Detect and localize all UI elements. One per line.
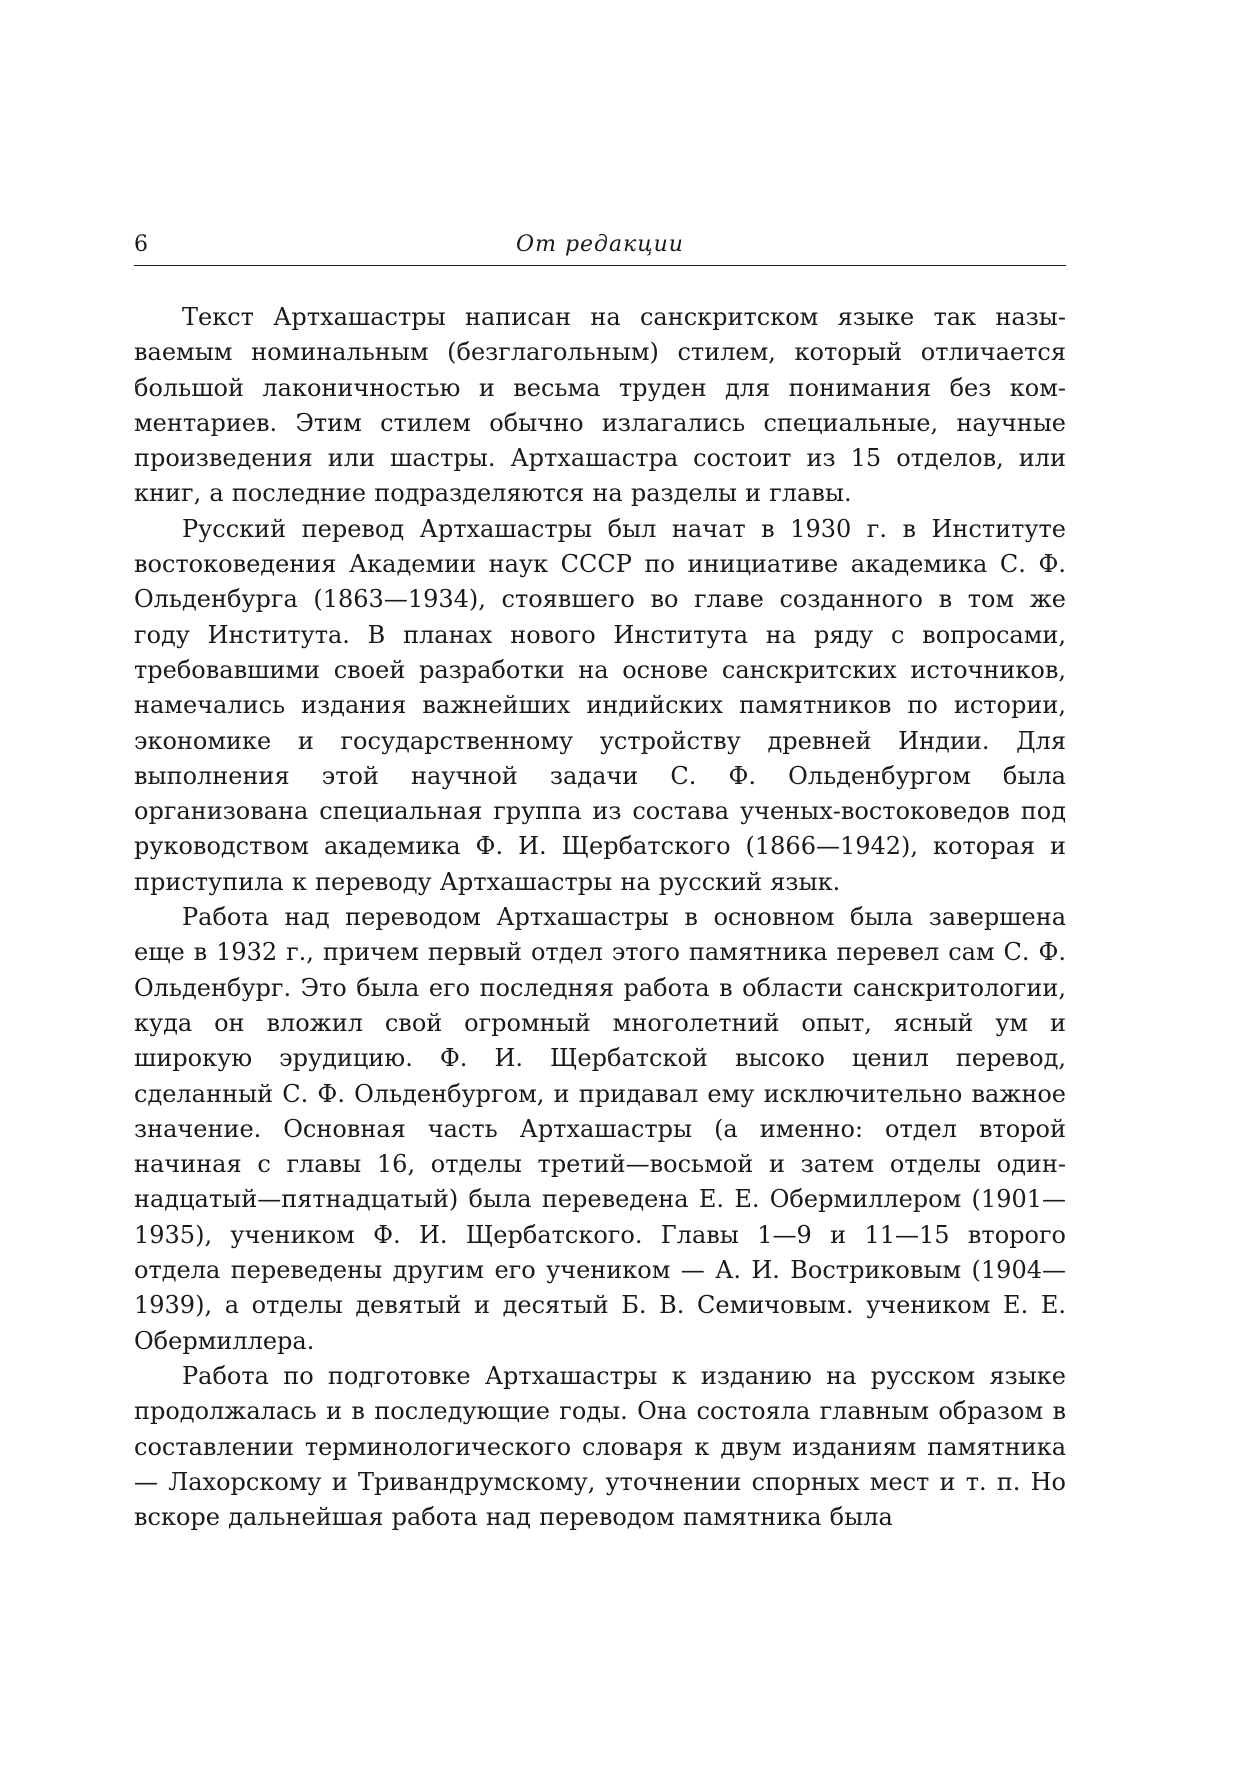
page-number: 6: [134, 232, 148, 257]
running-title: От редакции: [516, 232, 684, 257]
paragraph-3: Работа над переводом Артхашастры в основном была завершена еще в 1932 г., причем первый отдел этого памятника перевел сам С. Ф. Ольденбург. Это была его последняя работа в области санскритологии, куда он вложил свой огромный многолетний опыт, ясный ум и широкую эрудицию. Ф. И. Щербатской высоко ценил перевод, сделанный С. Ф. Ольденбургом, и придавал ему исключительно важное значение. Основная часть Артхашастры (а именно: отдел второй начиная с главы 16, отделы третий—восьмой и затем отделы одиннадцатый—пятнадцатый) была переведена Е. Е. Обермиллером (1901—1935), учеником Ф. И. Щербатского. Главы 1—9 и 11—15 второго отдела переведены другим его учеником — А. И. Востриковым (1904—1939), а отделы девятый и десятый Б. В. Семичовым. учеником Е. Е. Обермиллера.: [134, 903, 1066, 1355]
body-text: [134, 300, 1066, 1535]
paragraph-4: Работа по подготовке Артхашастры к изданию на русском языке продолжалась и в последующие годы. Она состояла главным образом в составлении терминологического словаря к двум изданиям памятника — Лахорскому и Тривандрумскому, уточнении спорных мест и т. п. Но вскоре дальнейшая работа над переводом памятника была: [134, 1361, 1066, 1532]
header-rule: [134, 265, 1066, 266]
running-head: [134, 224, 1066, 264]
paragraph-2: Русский перевод Артхашастры был начат в 1930 г. в Институте востоковедения Академии наук СССР по инициативе академика С. Ф. Ольденбурга (1863—1934), стоявшего во главе созданного в том же году Института. В планах нового Института на ряду с вопросами, требовавшими своей разработки на основе санскритских источников, намечались издания важнейших индийских памятников по истории, экономике и государственному устройству древней Индии. Для выполнения этой научной задачи С. Ф. Ольденбургом была организована специальная группа из состава ученых-востоковедов под руководством академика Ф. И. Щербатского (1866—1942), которая и приступила к переводу Артхашастры на русский язык.: [134, 514, 1066, 896]
paragraph-1: Текст Артхашастры написан на санскритском языке так называемым номинальным (безглагольным) стилем, который отличается большой лаконичностью и весьма труден для понимания без комментариев. Этим стилем обычно излагались специальные, научные произведения или шастры. Артхашастра состоит из 15 отделов, или книг, а последние подразделяются на разделы и главы.: [134, 303, 1066, 508]
